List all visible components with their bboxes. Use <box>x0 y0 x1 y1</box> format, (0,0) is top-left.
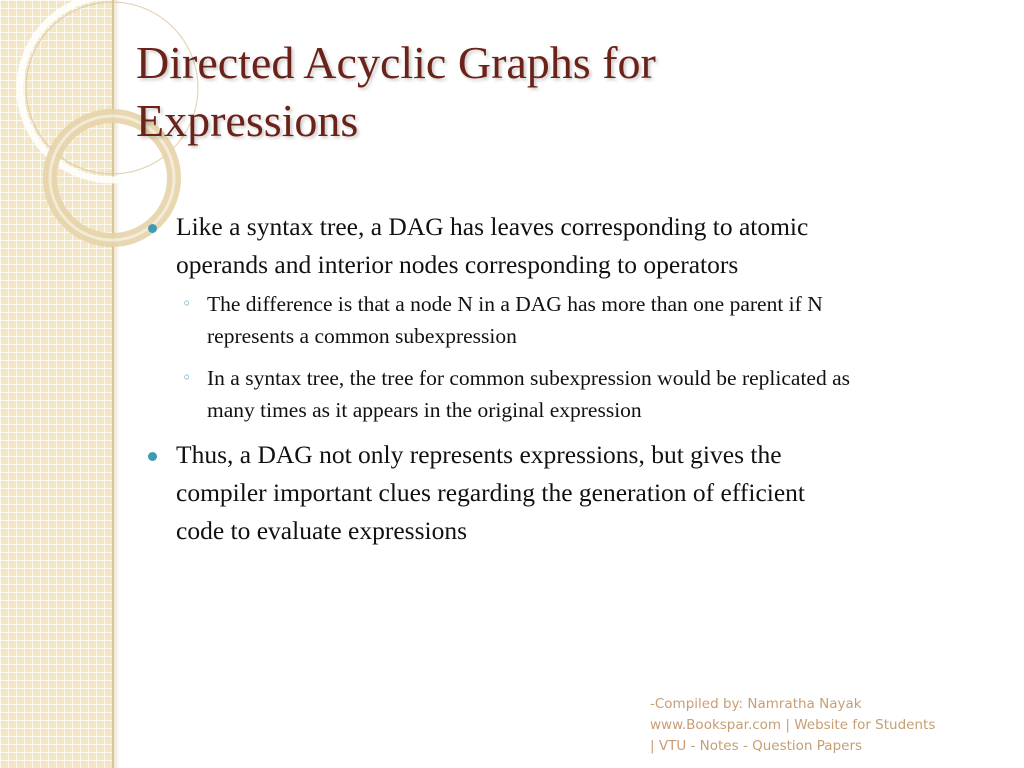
bullet-dot-icon <box>148 452 157 461</box>
sub-bullet-item-2 <box>142 362 1018 426</box>
slide-content <box>142 208 1018 554</box>
sub-bullet-1-line-1: The difference is that a node N in a DAG has more than one parent if N <box>207 292 823 316</box>
bullet-1-line-1: Like a syntax tree, a DAG has leaves corresponding to atomic <box>176 212 809 241</box>
sub-bullet-2-line-2: many times as it appears in the original expression <box>207 398 642 422</box>
bullet-2-line-3: code to evaluate expressions <box>176 516 468 545</box>
sub-bullet-circle-icon: ◦ <box>182 294 192 313</box>
bullet-2-line-2: compiler important clues regarding the generation of efficient <box>176 478 805 507</box>
bullet-item-1 <box>142 208 1018 284</box>
bullet-1-line-2: operands and interior nodes corresponding to operators <box>176 250 739 279</box>
footer-line-1: -Compiled by: Namratha Nayak <box>650 696 862 712</box>
footer-credit <box>650 694 1010 757</box>
bullet-dot-icon <box>148 224 157 233</box>
sub-bullet-circle-icon: ◦ <box>182 368 192 387</box>
bullet-item-2 <box>142 436 1018 550</box>
slide-title <box>136 34 996 150</box>
sub-bullet-item-1 <box>142 288 1018 352</box>
slide-title-line-1: Directed Acyclic Graphs for <box>136 37 656 88</box>
sub-bullet-1-line-2: represents a common subexpression <box>207 324 517 348</box>
footer-line-3: | VTU - Notes - Question Papers <box>650 738 863 754</box>
footer-line-2: www.Bookspar.com | Website for Students <box>650 717 936 733</box>
slide-title-line-2: Expressions <box>136 95 359 146</box>
sub-bullet-2-line-1: In a syntax tree, the tree for common subexpression would be replicated as <box>207 366 850 390</box>
bullet-2-line-1: Thus, a DAG not only represents expressions, but gives the <box>176 440 782 469</box>
